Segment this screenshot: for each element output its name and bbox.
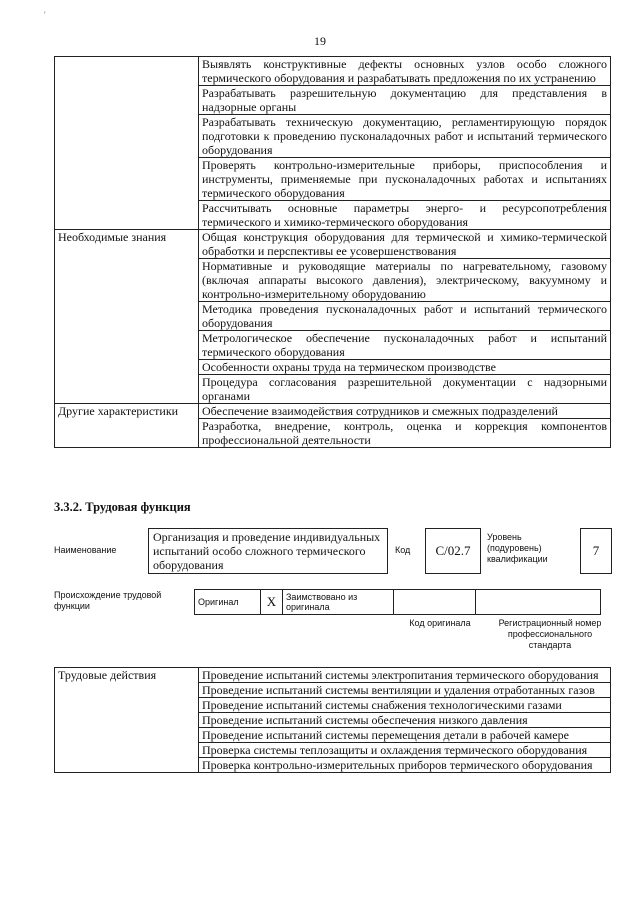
borrowed-cell: Заимствовано из оригинала xyxy=(283,590,394,615)
origin-table xyxy=(194,589,601,615)
labour-actions-table xyxy=(54,667,611,773)
row-text: Общая конструкция оборудования для термической и химико-термической обработки и перспективы ее усовершенствования xyxy=(199,230,611,259)
row-label-actions: Трудовые действия xyxy=(55,668,199,773)
page-number: 19 xyxy=(314,34,326,48)
function-code-box: C/02.7 xyxy=(425,528,481,574)
row-text: Выявлять конструктивные дефекты основных узлов особо сложного термического оборудования и разрабатывать предложения по их устранению xyxy=(199,57,611,86)
row-text: Методика проведения пусконаладочных работ и испытаний термического оборудования xyxy=(199,302,611,331)
scan-mark: ' xyxy=(44,10,46,20)
reg-number-cell xyxy=(476,590,601,615)
function-name-box: Организация и проведение индивидуальных испытаний особо сложного термического оборудования xyxy=(148,528,388,574)
row-text: Нормативные и руководящие материалы по нагревательному, газовому (включая аппараты высокого давления), электрическому, вакуумному и контрольно-измерительному оборудованию xyxy=(199,259,611,302)
original-code-cell xyxy=(394,590,476,615)
row-text: Проведение испытаний системы вентиляции и удаления отработанных газов xyxy=(199,683,611,698)
level-label: Уровень (подуровень) квалификации xyxy=(487,532,548,564)
table-row xyxy=(55,230,611,259)
row-text: Проверять контрольно-измерительные приборы, приспособления и инструменты, применяемые при пусконаладочных работах и испытаниях термического оборудования xyxy=(199,158,611,201)
row-label xyxy=(55,57,199,230)
table-row xyxy=(55,668,611,683)
row-text: Проведение испытаний системы обеспечения низкого давления xyxy=(199,713,611,728)
table-row xyxy=(55,57,611,86)
row-text: Проверка системы теплозащиты и охлаждения термического оборудования xyxy=(199,743,611,758)
row-text: Особенности охраны труда на термическом производстве xyxy=(199,360,611,375)
reg-number-caption: Регистрационный номер профессионального стандарта xyxy=(498,618,602,650)
code-label: Код xyxy=(395,545,411,555)
origin-label: Происхождение трудовой функции xyxy=(54,590,162,611)
row-label-other: Другие характеристики xyxy=(55,404,199,448)
table-row xyxy=(55,404,611,419)
original-mark: X xyxy=(261,590,283,615)
row-text: Разработка, внедрение, контроль, оценка и коррекция компонентов профессиональной деятельности xyxy=(199,419,611,448)
name-label: Наименование xyxy=(54,545,117,555)
skills-knowledge-table xyxy=(54,56,611,448)
row-text: Процедура согласования разрешительной документации с надзорными органами xyxy=(199,375,611,404)
row-text: Проведение испытаний системы электропитания термического оборудования xyxy=(199,668,611,683)
row-text: Проведение испытаний системы перемещения детали в рабочей камере xyxy=(199,728,611,743)
level-value-box: 7 xyxy=(580,528,612,574)
section-heading: 3.3.2. Трудовая функция xyxy=(54,500,191,514)
row-text: Разрабатывать техническую документацию, регламентирующую порядок подготовки к проведению пусконаладочных работ и испытаний термического оборудования xyxy=(199,115,611,158)
row-text: Проведение испытаний системы снабжения технологическими газами xyxy=(199,698,611,713)
row-text: Метрологическое обеспечение пусконаладочных работ и испытаний термического оборудования xyxy=(199,331,611,360)
row-text: Рассчитывать основные параметры энерго- и ресурсопотребления термического и химико-термического оборудования xyxy=(199,201,611,230)
original-cell: Оригинал xyxy=(195,590,261,615)
row-label-knowledge: Необходимые знания xyxy=(55,230,199,404)
row-text: Разрабатывать разрешительную документацию для представления в надзорные органы xyxy=(199,86,611,115)
row-text: Обеспечение взаимодействия сотрудников и смежных подразделений xyxy=(199,404,611,419)
row-text: Проверка контрольно-измерительных приборов термического оборудования xyxy=(199,758,611,773)
code-original-caption: Код оригинала xyxy=(409,618,471,628)
